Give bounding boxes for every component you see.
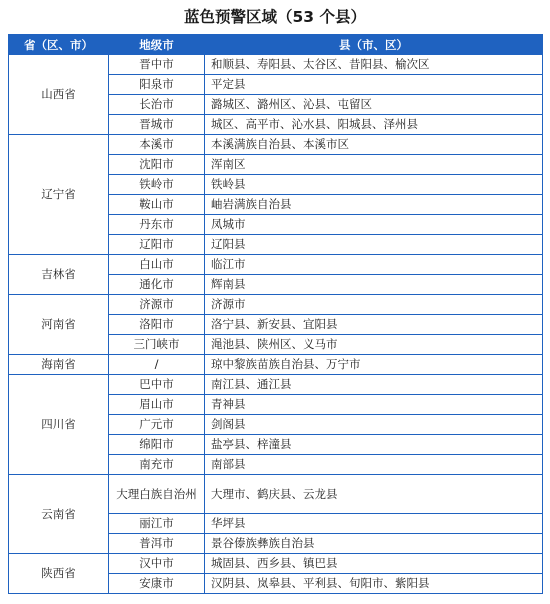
province-cell: 山西省 [9,55,109,135]
county-cell: 本溪满族自治县、本溪市区 [205,135,543,155]
county-cell: 辉南县 [205,275,543,295]
county-cell: 铁岭县 [205,175,543,195]
county-cell: 济源市 [205,295,543,315]
county-cell: 景谷傣族彝族自治县 [205,534,543,554]
city-cell: 普洱市 [109,534,205,554]
province-cell: 吉林省 [9,255,109,295]
city-cell: 辽阳市 [109,235,205,255]
city-cell: 济源市 [109,295,205,315]
province-cell: 陕西省 [9,554,109,594]
city-cell: 白山市 [109,255,205,275]
county-cell: 临江市 [205,255,543,275]
province-cell: 四川省 [9,375,109,475]
county-cell: 南部县 [205,455,543,475]
county-cell: 大理市、鹤庆县、云龙县 [205,475,543,514]
city-cell: 三门峡市 [109,335,205,355]
city-cell: 洛阳市 [109,315,205,335]
city-cell: 眉山市 [109,395,205,415]
county-cell: 琼中黎族苗族自治县、万宁市 [205,355,543,375]
city-cell: 铁岭市 [109,175,205,195]
city-cell: 南充市 [109,455,205,475]
table-row [9,475,543,514]
province-cell: 云南省 [9,475,109,554]
city-cell: 沈阳市 [109,155,205,175]
table-row [9,55,543,75]
city-cell: 晋城市 [109,115,205,135]
province-cell: 海南省 [9,355,109,375]
county-cell: 渑池县、陕州区、义马市 [205,335,543,355]
province-cell: 辽宁省 [9,135,109,255]
city-cell [109,475,205,514]
county-cell: 城固县、西乡县、镇巴县 [205,554,543,574]
city-cell: 巴中市 [109,375,205,395]
table-header-row [9,35,543,55]
city-cell: 鞍山市 [109,195,205,215]
table-title: 蓝色预警区域（53 个县） [184,8,366,26]
city-cell: / [109,355,205,375]
county-cell: 潞城区、潞州区、沁县、屯留区 [205,95,543,115]
table-row [9,554,543,574]
county-cell: 平定县 [205,75,543,95]
header-county: 县（市、区） [205,35,543,55]
city-cell: 长治市 [109,95,205,115]
city-cell: 汉中市 [109,554,205,574]
county-cell: 青神县 [205,395,543,415]
city-cell: 安康市 [109,574,205,594]
county-cell: 城区、高平市、沁水县、阳城县、泽州县 [205,115,543,135]
county-cell: 南江县、通江县 [205,375,543,395]
table-row [9,255,543,275]
county-cell: 凤城市 [205,215,543,235]
header-province: 省（区、市） [9,35,109,55]
table-row [9,375,543,395]
county-cell: 盐亭县、梓潼县 [205,435,543,455]
county-cell: 浑南区 [205,155,543,175]
city-cell: 绵阳市 [109,435,205,455]
county-cell: 辽阳县 [205,235,543,255]
city-cell: 广元市 [109,415,205,435]
county-cell: 汉阴县、岚皋县、平利县、旬阳市、紫阳县 [205,574,543,594]
county-cell: 岫岩满族自治县 [205,195,543,215]
city-cell: 通化市 [109,275,205,295]
header-city: 地级市 [109,35,205,55]
province-cell: 河南省 [9,295,109,355]
table-row [9,295,543,315]
table-row [9,355,543,375]
table-row [9,135,543,155]
county-cell: 洛宁县、新安县、宜阳县 [205,315,543,335]
city-cell: 晋中市 [109,55,205,75]
city-cell: 丽江市 [109,514,205,534]
city-cell: 阳泉市 [109,75,205,95]
city-cell: 本溪市 [109,135,205,155]
table-body [9,55,543,594]
county-cell: 剑阁县 [205,415,543,435]
city-cell: 丹东市 [109,215,205,235]
warning-region-table [8,34,543,594]
city-label: 大理白族自治州 [116,486,197,501]
county-cell: 和顺县、寿阳县、太谷区、昔阳县、榆次区 [205,55,543,75]
county-cell: 华坪县 [205,514,543,534]
